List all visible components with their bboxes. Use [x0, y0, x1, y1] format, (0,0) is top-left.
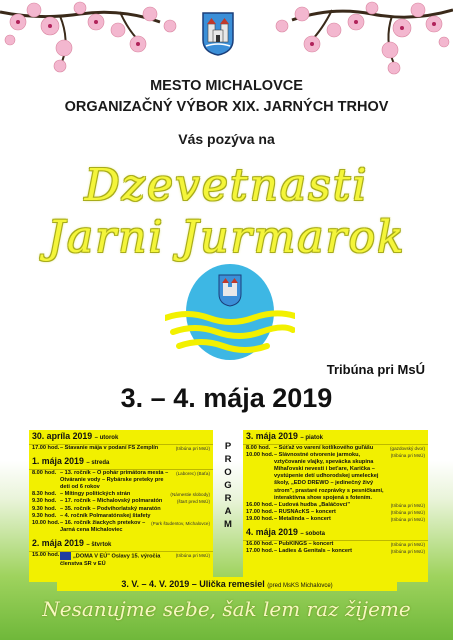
schedule-row: 9.30 hod. – 4. ročník Polmaratónskej štafety	[32, 512, 151, 519]
schedule-row: 10.00 hod. – 16. ročník žiackych pretekov – Jarná cena Michaloviec (Park študentov, Michalovce)	[32, 519, 210, 533]
event-title-line1: Dzevetnasti	[84, 160, 369, 211]
schedule-row: 17.00 hod. – Stavanie mája v podaní FS Zemplín (tribúna pri MsÚ)	[32, 445, 210, 451]
organizer-city: MESTO MICHALOVCE	[150, 78, 303, 94]
venue-label: Tribúna pri MsÚ	[326, 362, 425, 377]
eu-flag-icon	[60, 552, 71, 560]
schedule-row: 9.30 hod. – 35. ročník – Podvihorlatský maratón	[32, 505, 161, 512]
festival-emblem	[165, 262, 295, 362]
invitation-text: Vás pozýva na	[178, 131, 275, 147]
schedule-row: 16.00 hod. – PubKINGS – koncert (tribúna pri MsÚ)	[246, 541, 425, 548]
schedule-row: 9.30 hod. – 17. ročník – Michalovský polmaratón (štart pred MsÚ)	[32, 498, 210, 505]
schedule-row: 8.00 hod. – Súťaž vo varení kotlíkového guľášu (gazdovský dvor)	[246, 445, 425, 451]
schedule-row: 17.00 hod. – Ladies & Genitals – koncert (tribúna pri MsÚ)	[246, 548, 425, 555]
program-label: P R O G R A M	[224, 441, 232, 530]
schedule-row: 17.00 hod. – RUSNAcKS – koncert (tribúna pri MsÚ)	[246, 508, 425, 515]
schedule-row: 8.30 hod. – Mítingy politických strán (Námestie slobody)	[32, 491, 210, 498]
motto: Nesanujme sebe, šak lem raz žijeme	[42, 597, 411, 621]
blossom-branch-right	[262, 0, 453, 80]
schedule-row: 16.00 hod. – Ľudová hudba „Baláčovci" (tribúna pri MsÚ)	[246, 501, 425, 508]
schedule-right	[243, 430, 428, 582]
day-heading: 1. mája 2019 – streda	[29, 455, 213, 470]
crafts-street-note: (pred MsKS Michalovce)	[267, 583, 333, 589]
day-heading: 3. mája 2019 – piatok	[243, 430, 428, 445]
schedule-row: 15.00 hod. „DOMA V EÚ" Oslavy 15. výročia členstva SR v EÚ (tribúna pri MsÚ)	[32, 551, 210, 567]
day-heading: 2. mája 2019 – štvrtok	[29, 537, 213, 552]
schedule-row: 19.00 hod. – Metalinda – koncert (tribúna pri MsÚ)	[246, 515, 425, 522]
crafts-street-text: 3. V. – 4. V. 2019 – Ulička remesiel	[121, 579, 265, 589]
crafts-street-bar	[57, 577, 397, 591]
event-date: 3. – 4. mája 2019	[120, 383, 333, 413]
schedule-row: 8.00 hod. – 13. ročník – O pohár primátora mesta – Otváranie vody – Rybárske preteky pre deti od 6 rokov (Laborec) (Baťa)	[32, 470, 210, 491]
schedule-row: 10.00 hod. – Slávnostné otvorenie jarmoku, vztyčovanie vlajky, spevácka skupina Mihaľovski nevesti i bet'are, Karička – vystúpenie detí udhorodskej umeleckej školy, „EDO DREWO – jedinečný živý strom", prastaré rozprávky s pesničkami, interaktívna show spojená s fotením. (tribúna pri MsÚ)	[246, 452, 425, 501]
schedule-left	[29, 430, 213, 582]
day-heading: 4. mája 2019 – sobota	[243, 526, 428, 541]
blossom-branch-left	[0, 0, 190, 80]
event-title-line2: Jarni Jurmarok	[47, 212, 406, 263]
coat-of-arms-icon	[202, 12, 234, 56]
organizer-committee: ORGANIZAČNÝ VÝBOR XIX. JARNÝCH TRHOV	[64, 99, 389, 115]
day-heading: 30. apríla 2019 – utorok	[29, 430, 213, 445]
